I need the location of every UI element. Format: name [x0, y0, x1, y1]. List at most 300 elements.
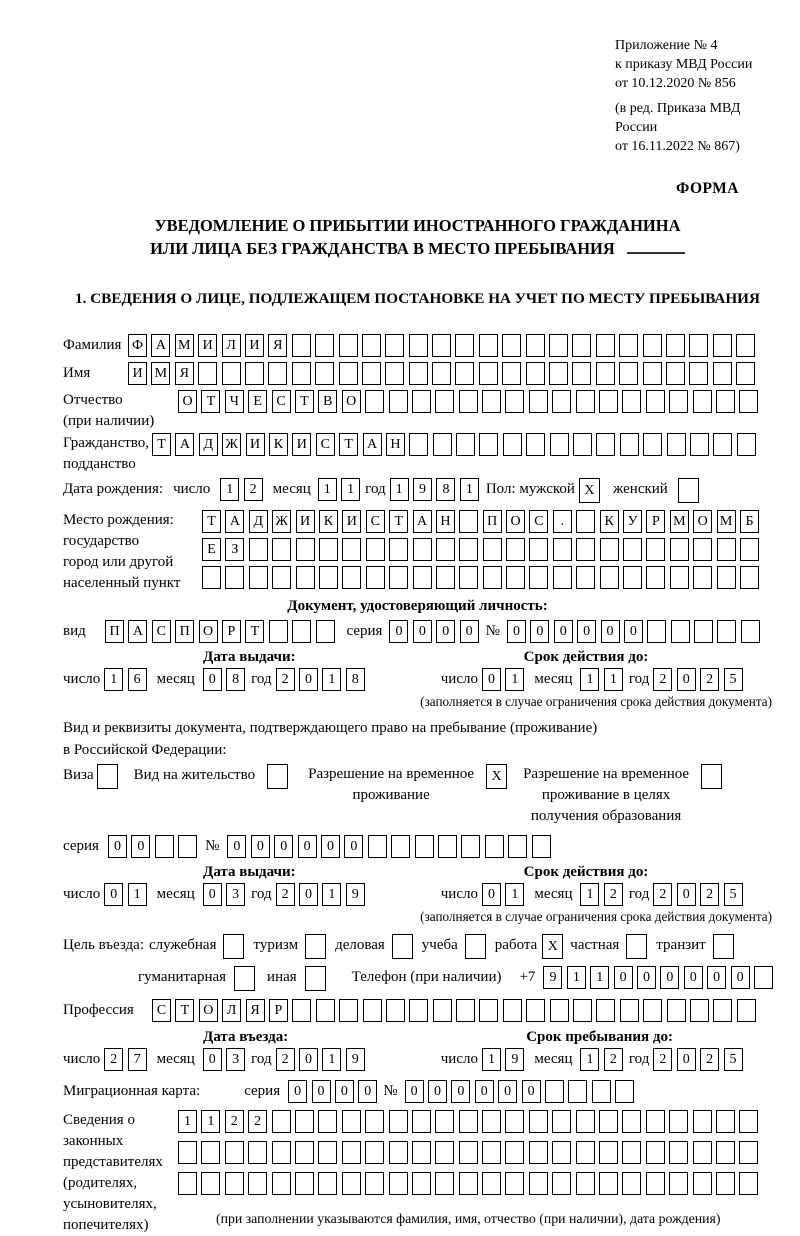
char-cell[interactable] [576, 390, 595, 413]
char-cell[interactable] [552, 390, 571, 413]
char-cell[interactable] [693, 566, 712, 589]
temp-residence-checkbox[interactable] [486, 764, 507, 789]
char-cell[interactable] [502, 334, 521, 357]
char-cell[interactable]: П [105, 620, 124, 643]
char-cell[interactable]: И [128, 362, 147, 385]
char-cell[interactable] [717, 620, 736, 643]
char-cell[interactable] [739, 1110, 758, 1133]
char-cell[interactable]: 2 [700, 1048, 719, 1071]
char-cell[interactable] [526, 362, 545, 385]
char-cell[interactable] [647, 620, 666, 643]
char-cell[interactable]: 0 [299, 883, 318, 906]
char-cell[interactable] [670, 538, 689, 561]
char-cell[interactable] [619, 362, 638, 385]
char-cell[interactable] [465, 934, 486, 959]
char-cell[interactable]: О [693, 510, 712, 533]
char-cell[interactable] [409, 999, 428, 1022]
char-cell[interactable] [737, 999, 756, 1022]
char-cell[interactable]: Т [389, 510, 408, 533]
char-cell[interactable]: 0 [108, 835, 127, 858]
char-cell[interactable] [693, 1110, 712, 1133]
char-cell[interactable] [433, 999, 452, 1022]
char-cell[interactable] [483, 566, 502, 589]
char-cell[interactable] [716, 390, 735, 413]
char-cell[interactable] [365, 1141, 384, 1164]
char-cell[interactable] [342, 538, 361, 561]
char-cell[interactable]: П [175, 620, 194, 643]
char-cell[interactable]: Д [249, 510, 268, 533]
char-cell[interactable]: Д [199, 433, 218, 456]
char-cell[interactable]: 1 [322, 1048, 341, 1071]
char-cell[interactable]: 3 [226, 1048, 245, 1071]
char-cell[interactable]: 0 [482, 883, 501, 906]
char-cell[interactable] [505, 1141, 524, 1164]
char-cell[interactable]: И [198, 334, 217, 357]
char-cell[interactable] [479, 362, 498, 385]
char-cell[interactable] [385, 362, 404, 385]
char-cell[interactable] [622, 1141, 641, 1164]
char-cell[interactable] [305, 934, 326, 959]
char-cell[interactable]: 9 [505, 1048, 524, 1071]
char-cell[interactable] [689, 334, 708, 357]
char-cell[interactable] [576, 1172, 595, 1195]
char-cell[interactable] [318, 1172, 337, 1195]
char-cell[interactable] [689, 362, 708, 385]
char-cell[interactable] [643, 999, 662, 1022]
char-cell[interactable] [339, 362, 358, 385]
char-cell[interactable]: О [178, 390, 197, 413]
char-cell[interactable]: Ж [272, 510, 291, 533]
char-cell[interactable] [667, 433, 686, 456]
char-cell[interactable] [693, 1141, 712, 1164]
char-cell[interactable] [316, 620, 335, 643]
char-cell[interactable] [667, 999, 686, 1022]
char-cell[interactable] [413, 566, 432, 589]
char-cell[interactable] [366, 566, 385, 589]
char-cell[interactable]: У [623, 510, 642, 533]
char-cell[interactable] [572, 362, 591, 385]
char-cell[interactable]: 7 [128, 1048, 147, 1071]
char-cell[interactable]: 8 [346, 668, 365, 691]
purpose-study-checkbox[interactable] [465, 934, 486, 959]
char-cell[interactable]: 0 [104, 883, 123, 906]
char-cell[interactable] [295, 1110, 314, 1133]
char-cell[interactable] [550, 433, 569, 456]
char-cell[interactable]: 0 [251, 835, 270, 858]
char-cell[interactable] [342, 1172, 361, 1195]
char-cell[interactable]: Н [386, 433, 405, 456]
char-cell[interactable] [482, 1141, 501, 1164]
char-cell[interactable] [225, 1172, 244, 1195]
char-cell[interactable] [620, 999, 639, 1022]
char-cell[interactable]: 2 [604, 883, 623, 906]
char-cell[interactable]: А [413, 510, 432, 533]
char-cell[interactable] [292, 362, 311, 385]
char-cell[interactable]: 0 [358, 1080, 377, 1103]
char-cell[interactable] [319, 538, 338, 561]
char-cell[interactable]: О [342, 390, 361, 413]
char-cell[interactable] [529, 1110, 548, 1133]
char-cell[interactable]: 2 [276, 883, 295, 906]
char-cell[interactable] [713, 999, 732, 1022]
char-cell[interactable] [292, 999, 311, 1022]
char-cell[interactable]: 0 [460, 620, 479, 643]
char-cell[interactable]: 2 [276, 1048, 295, 1071]
char-cell[interactable] [693, 538, 712, 561]
char-cell[interactable] [713, 362, 732, 385]
char-cell[interactable]: 2 [104, 1048, 123, 1071]
char-cell[interactable] [622, 1110, 641, 1133]
char-cell[interactable]: А [128, 620, 147, 643]
char-cell[interactable]: 2 [244, 478, 263, 501]
char-cell[interactable]: 0 [436, 620, 455, 643]
char-cell[interactable] [553, 566, 572, 589]
char-cell[interactable] [596, 334, 615, 357]
char-cell[interactable] [319, 566, 338, 589]
char-cell[interactable] [716, 1172, 735, 1195]
char-cell[interactable]: М [151, 362, 170, 385]
char-cell[interactable] [717, 538, 736, 561]
char-cell[interactable]: 0 [624, 620, 643, 643]
char-cell[interactable] [316, 999, 335, 1022]
char-cell[interactable] [248, 1141, 267, 1164]
char-cell[interactable]: Н [436, 510, 455, 533]
char-cell[interactable] [368, 835, 387, 858]
char-cell[interactable] [553, 538, 572, 561]
char-cell[interactable]: 0 [344, 835, 363, 858]
char-cell[interactable]: 0 [405, 1080, 424, 1103]
char-cell[interactable]: В [318, 390, 337, 413]
char-cell[interactable]: 6 [128, 668, 147, 691]
char-cell[interactable] [249, 566, 268, 589]
char-cell[interactable] [552, 1172, 571, 1195]
char-cell[interactable] [459, 566, 478, 589]
char-cell[interactable] [669, 1172, 688, 1195]
char-cell[interactable] [739, 1172, 758, 1195]
char-cell[interactable]: 9 [413, 478, 432, 501]
char-cell[interactable] [389, 1110, 408, 1133]
char-cell[interactable] [646, 1110, 665, 1133]
char-cell[interactable]: 1 [220, 478, 239, 501]
char-cell[interactable] [526, 334, 545, 357]
char-cell[interactable] [754, 966, 773, 989]
char-cell[interactable] [178, 1141, 197, 1164]
char-cell[interactable] [412, 1141, 431, 1164]
char-cell[interactable] [599, 1110, 618, 1133]
char-cell[interactable] [669, 390, 688, 413]
char-cell[interactable]: 0 [482, 668, 501, 691]
char-cell[interactable]: 1 [505, 668, 524, 691]
char-cell[interactable]: 2 [276, 668, 295, 691]
char-cell[interactable]: Р [646, 510, 665, 533]
char-cell[interactable]: 0 [274, 835, 293, 858]
char-cell[interactable]: 2 [653, 883, 672, 906]
char-cell[interactable]: Т [175, 999, 194, 1022]
char-cell[interactable] [741, 620, 760, 643]
char-cell[interactable] [549, 362, 568, 385]
char-cell[interactable]: 0 [299, 1048, 318, 1071]
char-cell[interactable] [363, 999, 382, 1022]
char-cell[interactable]: 0 [707, 966, 726, 989]
char-cell[interactable] [505, 1110, 524, 1133]
char-cell[interactable] [438, 835, 457, 858]
char-cell[interactable]: 0 [677, 668, 696, 691]
char-cell[interactable] [318, 1141, 337, 1164]
char-cell[interactable]: М [717, 510, 736, 533]
char-cell[interactable] [339, 999, 358, 1022]
char-cell[interactable] [532, 835, 551, 858]
char-cell[interactable]: 1 [341, 478, 360, 501]
char-cell[interactable] [365, 390, 384, 413]
char-cell[interactable]: 2 [700, 668, 719, 691]
char-cell[interactable] [576, 1110, 595, 1133]
char-cell[interactable] [596, 433, 615, 456]
char-cell[interactable] [506, 566, 525, 589]
char-cell[interactable] [365, 1172, 384, 1195]
char-cell[interactable]: 0 [298, 835, 317, 858]
char-cell[interactable] [412, 390, 431, 413]
char-cell[interactable]: 0 [389, 620, 408, 643]
char-cell[interactable] [545, 1080, 564, 1103]
char-cell[interactable] [222, 362, 241, 385]
char-cell[interactable] [740, 566, 759, 589]
char-cell[interactable]: И [246, 433, 265, 456]
char-cell[interactable] [550, 999, 569, 1022]
char-cell[interactable]: 0 [498, 1080, 517, 1103]
char-cell[interactable] [386, 999, 405, 1022]
char-cell[interactable] [97, 764, 118, 789]
char-cell[interactable]: 0 [530, 620, 549, 643]
char-cell[interactable] [552, 1110, 571, 1133]
char-cell[interactable] [269, 620, 288, 643]
char-cell[interactable] [342, 1141, 361, 1164]
char-cell[interactable] [459, 510, 478, 533]
char-cell[interactable]: 0 [677, 883, 696, 906]
char-cell[interactable] [295, 1172, 314, 1195]
char-cell[interactable] [693, 1172, 712, 1195]
char-cell[interactable]: А [175, 433, 194, 456]
char-cell[interactable] [717, 566, 736, 589]
char-cell[interactable] [485, 835, 504, 858]
char-cell[interactable]: X [579, 478, 600, 503]
char-cell[interactable]: Б [740, 510, 759, 533]
char-cell[interactable] [412, 1172, 431, 1195]
char-cell[interactable]: 0 [131, 835, 150, 858]
char-cell[interactable] [272, 1172, 291, 1195]
char-cell[interactable] [435, 390, 454, 413]
char-cell[interactable]: 9 [543, 966, 562, 989]
char-cell[interactable] [436, 538, 455, 561]
char-cell[interactable] [576, 566, 595, 589]
char-cell[interactable] [599, 1141, 618, 1164]
char-cell[interactable]: Ч [225, 390, 244, 413]
char-cell[interactable]: 0 [677, 1048, 696, 1071]
char-cell[interactable] [389, 1172, 408, 1195]
char-cell[interactable] [479, 433, 498, 456]
char-cell[interactable]: 0 [428, 1080, 447, 1103]
char-cell[interactable] [529, 538, 548, 561]
char-cell[interactable]: К [319, 510, 338, 533]
purpose-humanitarian-checkbox[interactable] [234, 966, 255, 991]
char-cell[interactable] [646, 390, 665, 413]
char-cell[interactable] [573, 999, 592, 1022]
char-cell[interactable]: 0 [335, 1080, 354, 1103]
char-cell[interactable]: Е [248, 390, 267, 413]
char-cell[interactable] [435, 1110, 454, 1133]
char-cell[interactable]: 0 [554, 620, 573, 643]
char-cell[interactable]: О [199, 620, 218, 643]
char-cell[interactable]: 0 [203, 883, 222, 906]
char-cell[interactable]: Т [245, 620, 264, 643]
char-cell[interactable] [623, 566, 642, 589]
char-cell[interactable]: 0 [413, 620, 432, 643]
char-cell[interactable] [267, 764, 288, 789]
char-cell[interactable] [198, 362, 217, 385]
char-cell[interactable] [666, 334, 685, 357]
char-cell[interactable]: 1 [322, 883, 341, 906]
char-cell[interactable] [716, 1141, 735, 1164]
char-cell[interactable]: П [483, 510, 502, 533]
char-cell[interactable] [155, 835, 174, 858]
char-cell[interactable]: 2 [653, 668, 672, 691]
char-cell[interactable]: 5 [724, 668, 743, 691]
char-cell[interactable] [690, 433, 709, 456]
char-cell[interactable]: 1 [604, 668, 623, 691]
char-cell[interactable] [296, 566, 315, 589]
char-cell[interactable]: С [529, 510, 548, 533]
char-cell[interactable]: Е [202, 538, 221, 561]
char-cell[interactable]: 1 [128, 883, 147, 906]
char-cell[interactable] [576, 538, 595, 561]
char-cell[interactable] [362, 362, 381, 385]
char-cell[interactable] [643, 334, 662, 357]
char-cell[interactable] [318, 1110, 337, 1133]
char-cell[interactable] [249, 538, 268, 561]
char-cell[interactable] [529, 390, 548, 413]
char-cell[interactable] [461, 835, 480, 858]
char-cell[interactable]: С [152, 999, 171, 1022]
char-cell[interactable] [505, 390, 524, 413]
female-checkbox[interactable] [678, 478, 699, 503]
char-cell[interactable]: С [152, 620, 171, 643]
char-cell[interactable]: 1 [178, 1110, 197, 1133]
char-cell[interactable]: X [486, 764, 507, 789]
char-cell[interactable]: 1 [580, 668, 599, 691]
char-cell[interactable]: Т [201, 390, 220, 413]
char-cell[interactable] [716, 1110, 735, 1133]
char-cell[interactable]: 1 [567, 966, 586, 989]
char-cell[interactable]: Я [246, 999, 265, 1022]
char-cell[interactable] [413, 538, 432, 561]
char-cell[interactable]: А [151, 334, 170, 357]
char-cell[interactable]: 0 [684, 966, 703, 989]
char-cell[interactable] [502, 362, 521, 385]
char-cell[interactable] [669, 1110, 688, 1133]
male-checkbox[interactable] [579, 478, 600, 503]
char-cell[interactable] [202, 566, 221, 589]
char-cell[interactable] [389, 538, 408, 561]
char-cell[interactable] [245, 362, 264, 385]
residence-permit-checkbox[interactable] [267, 764, 288, 789]
char-cell[interactable] [483, 538, 502, 561]
char-cell[interactable] [666, 362, 685, 385]
char-cell[interactable] [693, 390, 712, 413]
char-cell[interactable] [600, 538, 619, 561]
purpose-business-checkbox[interactable] [392, 934, 413, 959]
char-cell[interactable] [459, 538, 478, 561]
char-cell[interactable] [552, 1141, 571, 1164]
char-cell[interactable] [615, 1080, 634, 1103]
char-cell[interactable] [549, 334, 568, 357]
char-cell[interactable]: 0 [203, 668, 222, 691]
char-cell[interactable] [365, 1110, 384, 1133]
char-cell[interactable] [435, 1172, 454, 1195]
char-cell[interactable] [646, 1172, 665, 1195]
char-cell[interactable] [576, 1141, 595, 1164]
char-cell[interactable] [482, 1110, 501, 1133]
char-cell[interactable] [506, 538, 525, 561]
char-cell[interactable]: А [363, 433, 382, 456]
char-cell[interactable] [623, 538, 642, 561]
purpose-private-checkbox[interactable] [626, 934, 647, 959]
char-cell[interactable] [248, 1172, 267, 1195]
char-cell[interactable]: X [542, 934, 563, 959]
char-cell[interactable]: 8 [226, 668, 245, 691]
char-cell[interactable]: 2 [653, 1048, 672, 1071]
char-cell[interactable] [599, 390, 618, 413]
char-cell[interactable]: Ж [222, 433, 241, 456]
char-cell[interactable] [572, 334, 591, 357]
char-cell[interactable] [526, 999, 545, 1022]
char-cell[interactable] [678, 478, 699, 503]
char-cell[interactable]: 0 [203, 1048, 222, 1071]
char-cell[interactable]: 8 [436, 478, 455, 501]
char-cell[interactable] [568, 1080, 587, 1103]
char-cell[interactable]: 1 [322, 668, 341, 691]
char-cell[interactable] [690, 999, 709, 1022]
char-cell[interactable]: М [175, 334, 194, 357]
char-cell[interactable] [482, 390, 501, 413]
char-cell[interactable]: И [292, 433, 311, 456]
char-cell[interactable] [315, 334, 334, 357]
char-cell[interactable]: И [296, 510, 315, 533]
char-cell[interactable]: 2 [225, 1110, 244, 1133]
char-cell[interactable]: З [225, 538, 244, 561]
char-cell[interactable]: 1 [318, 478, 337, 501]
char-cell[interactable] [432, 362, 451, 385]
char-cell[interactable]: 0 [731, 966, 750, 989]
char-cell[interactable] [362, 334, 381, 357]
purpose-tourism-checkbox[interactable] [305, 934, 326, 959]
temp-residence-edu-checkbox[interactable] [701, 764, 722, 789]
char-cell[interactable] [436, 566, 455, 589]
char-cell[interactable] [622, 1172, 641, 1195]
char-cell[interactable] [736, 362, 755, 385]
char-cell[interactable]: Я [268, 334, 287, 357]
char-cell[interactable]: 9 [346, 1048, 365, 1071]
char-cell[interactable]: К [269, 433, 288, 456]
char-cell[interactable] [456, 999, 475, 1022]
char-cell[interactable] [529, 566, 548, 589]
char-cell[interactable] [737, 433, 756, 456]
char-cell[interactable] [201, 1141, 220, 1164]
char-cell[interactable] [694, 620, 713, 643]
char-cell[interactable]: 9 [346, 883, 365, 906]
char-cell[interactable] [272, 1141, 291, 1164]
visa-checkbox[interactable] [97, 764, 118, 789]
char-cell[interactable] [643, 433, 662, 456]
char-cell[interactable] [268, 362, 287, 385]
